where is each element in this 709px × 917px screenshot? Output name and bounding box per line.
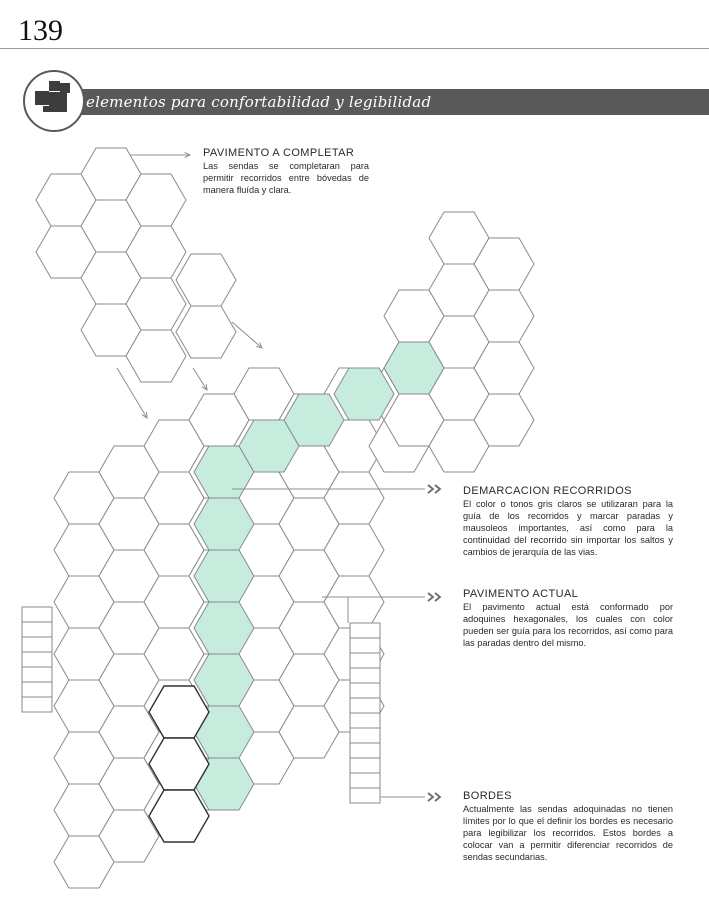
chevron-right-icon bbox=[428, 593, 433, 601]
border-block bbox=[350, 788, 380, 803]
arrow-head-icon bbox=[202, 384, 207, 390]
hex-tile bbox=[176, 254, 236, 306]
border-block bbox=[22, 607, 52, 622]
chevron-right-icon bbox=[435, 793, 440, 801]
border-block bbox=[350, 758, 380, 773]
border-block bbox=[22, 652, 52, 667]
border-block bbox=[350, 698, 380, 713]
border-block bbox=[350, 743, 380, 758]
border-block bbox=[22, 682, 52, 697]
border-block bbox=[350, 668, 380, 683]
annotation-text: Las sendas se completaran para permitir recorridos entre bóvedas de manera fluída y clara. bbox=[203, 161, 369, 195]
annotation-pavimento-actual bbox=[463, 587, 673, 649]
section-title: elementos para confortabilidad y legibilidad bbox=[86, 93, 432, 111]
border-block bbox=[350, 638, 380, 653]
border-block bbox=[22, 637, 52, 652]
border-block bbox=[350, 773, 380, 788]
hex-grid bbox=[36, 148, 534, 888]
border-block bbox=[22, 667, 52, 682]
border-block bbox=[22, 697, 52, 712]
annotation-title: DEMARCACION RECORRIDOS bbox=[463, 485, 632, 497]
border-block bbox=[350, 623, 380, 638]
border-block bbox=[22, 622, 52, 637]
annotation-bordes bbox=[463, 789, 673, 863]
annotation-title: PAVIMENTO ACTUAL bbox=[463, 588, 579, 600]
chevron-right-icon bbox=[428, 793, 433, 801]
annotation-text: El color o tonos gris claros se utilizaran para la guía de los recorridos y marcar paradas y mausoleos importantes, así como para la continuidad del recorrido sin importar los saltos y cambios de jerarquía de las vias. bbox=[463, 499, 673, 557]
arrow-line bbox=[232, 322, 262, 348]
chevron-right-icon bbox=[428, 485, 433, 493]
annotation-title: PAVIMENTO A COMPLETAR bbox=[203, 147, 355, 159]
chevron-right-icon bbox=[435, 593, 440, 601]
annotation-pavimento-completar bbox=[203, 146, 369, 196]
border-block bbox=[350, 683, 380, 698]
page-number: 139 bbox=[18, 14, 63, 47]
annotation-title: BORDES bbox=[463, 790, 512, 802]
annotation-demarcacion-recorridos bbox=[463, 484, 673, 558]
annotation-text: El pavimento actual está conformado por adoquines hexagonales, los cuales con color pueden ser guía para los recorridos, así como para las paradas dentro del mismo. bbox=[463, 602, 673, 648]
chevron-right-icon bbox=[435, 485, 440, 493]
border-block bbox=[350, 728, 380, 743]
hex-tile bbox=[176, 306, 236, 358]
border-block bbox=[350, 653, 380, 668]
border-block bbox=[350, 713, 380, 728]
arrow-line bbox=[193, 368, 207, 390]
annotation-text: Actualmente las sendas adoquinadas no tienen límites por lo que el definir los bordes es necesario para legibilizar los recorridos. Estos bordes a colocar van a permitir diferenciar recorridos de sendas secundarias. bbox=[463, 804, 673, 862]
